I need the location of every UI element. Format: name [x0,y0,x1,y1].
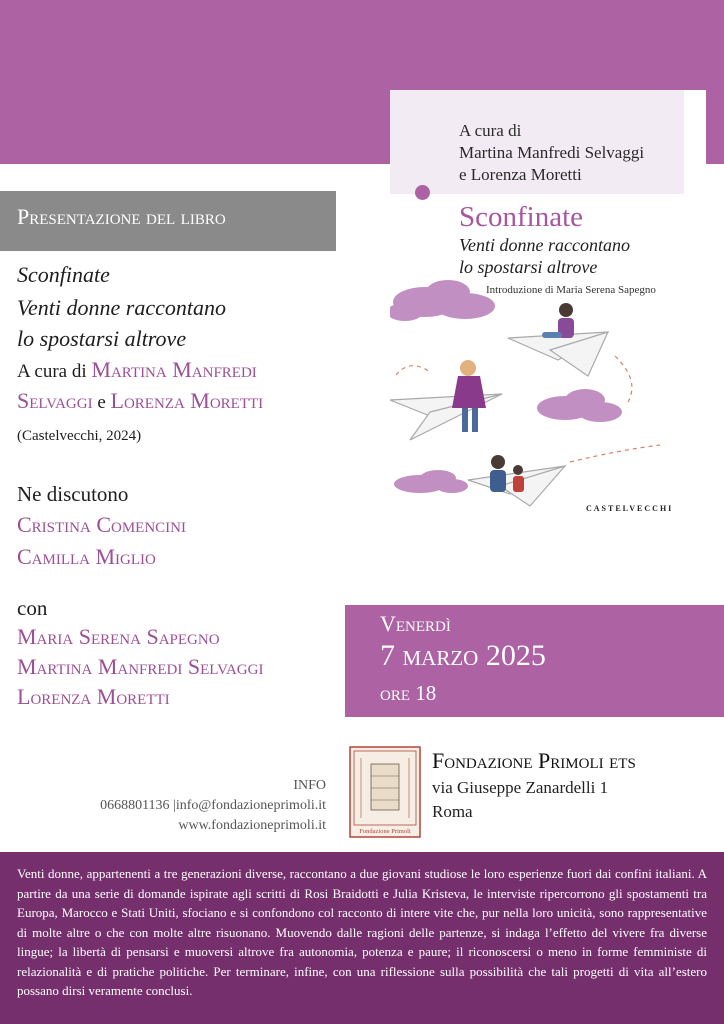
editors-line-1 [17,357,257,383]
book-title: Sconfinate [17,262,110,287]
publisher-logo-icon [415,185,430,200]
cloud-icon [394,470,468,493]
book-subtitle-line-2: lo spostarsi altrove [17,326,187,351]
publisher-year: (Castelvecchi, 2024) [17,428,142,444]
info-block [100,776,326,836]
cover-introduction: Introduzione di Maria Serena Sapegno [486,284,656,296]
discussant-name: Cristina Comencini [17,512,187,537]
guest-name: Martina Manfredi Selvaggi [17,654,264,679]
with-label: con [17,596,48,620]
guest-name: Maria Serena Sapegno [17,624,220,649]
presentation-label-box [0,191,336,251]
venue-name: Fondazione Primoli ets [432,748,636,773]
seal-caption: Fondazione Primoli [359,828,411,835]
discussants-label: Ne discutono [17,482,129,506]
paper-plane-icon [390,394,502,440]
event-time: ore 18 [380,681,437,705]
cover-publisher: CASTELVECCHI [586,504,674,513]
cover-editors-intro: A cura di [459,121,522,140]
editors-line-2 [17,388,263,414]
book-cover [390,90,706,530]
cover-editor-1: Martina Manfredi Selvaggi [459,143,645,162]
presentation-label: Presentazione del libro [17,204,226,229]
event-date: 7 marzo 2025 [380,639,546,672]
cover-editors [459,120,644,186]
book-subtitle-line-1: Venti donne raccontano [17,295,226,320]
cloud-icon [390,280,495,321]
description-band [0,852,724,1024]
editor-name-c: Lorenza Moretti [110,388,264,413]
editors-prefix: A cura di [17,361,87,382]
discussant-name: Camilla Miglio [17,544,156,569]
editor-name-a: Martina Manfredi [91,357,257,382]
info-website[interactable]: www.fondazioneprimoli.it [178,818,326,833]
cover-title: Sconfinate [459,201,584,233]
book-description: Venti donne, appartenenti a tre generazioni diverse, raccontano a due giovani studiose le loro esperienze fuori dai confini italiani. A partire da una serie di domande ispirate agli scritti di Rosi Braidotti e Julia Kristeva, le interviste ripercorrono gli spostamenti tra Europa, Marocco e Stati Uniti, sfociano e si confondono col racconto di intere vite che, pur nella loro unicità, sono rappresentative di molte altre o che con molte altre risuonano. Muovendo dalle ragioni delle partenze, si indaga l’effetto del vivere fra diverse lingue; la libertà di pensarsi e muoversi altrove fra autonomia, potenza e paure; il riconoscersi o meno in forme femministe di relazionalità e di pratiche politiche. Per terminare, infine, con una riflessione sulla possibilità che tali progetti di vita all’estero possano dirsi veramente conclusi. [17,866,707,998]
cloud-icon [537,389,622,422]
cover-subtitle-line-1: Venti donne raccontano [459,235,630,255]
venue-street: via Giuseppe Zanardelli 1 [432,778,609,797]
foundation-seal-icon [349,746,421,838]
cover-subtitle-line-2: lo spostarsi altrove [459,257,598,277]
paper-plane-icon [508,332,608,376]
editors-conjunction: e [97,392,106,413]
guest-name: Lorenza Moretti [17,684,170,709]
editor-name-b: Selvaggi [17,388,93,413]
girl-figure-icon [542,303,574,338]
cover-illustration [390,280,706,520]
cover-subtitle [459,234,630,278]
info-contacts: 0668801136 |info@fondazioneprimoli.it [100,798,326,813]
woman-figure-icon [452,360,486,432]
event-day: Venerdì [380,611,451,636]
venue-city: Roma [432,802,473,821]
cover-editor-2: e Lorenza Moretti [459,165,582,184]
info-label: INFO [293,778,326,793]
event-date-box [345,605,724,717]
